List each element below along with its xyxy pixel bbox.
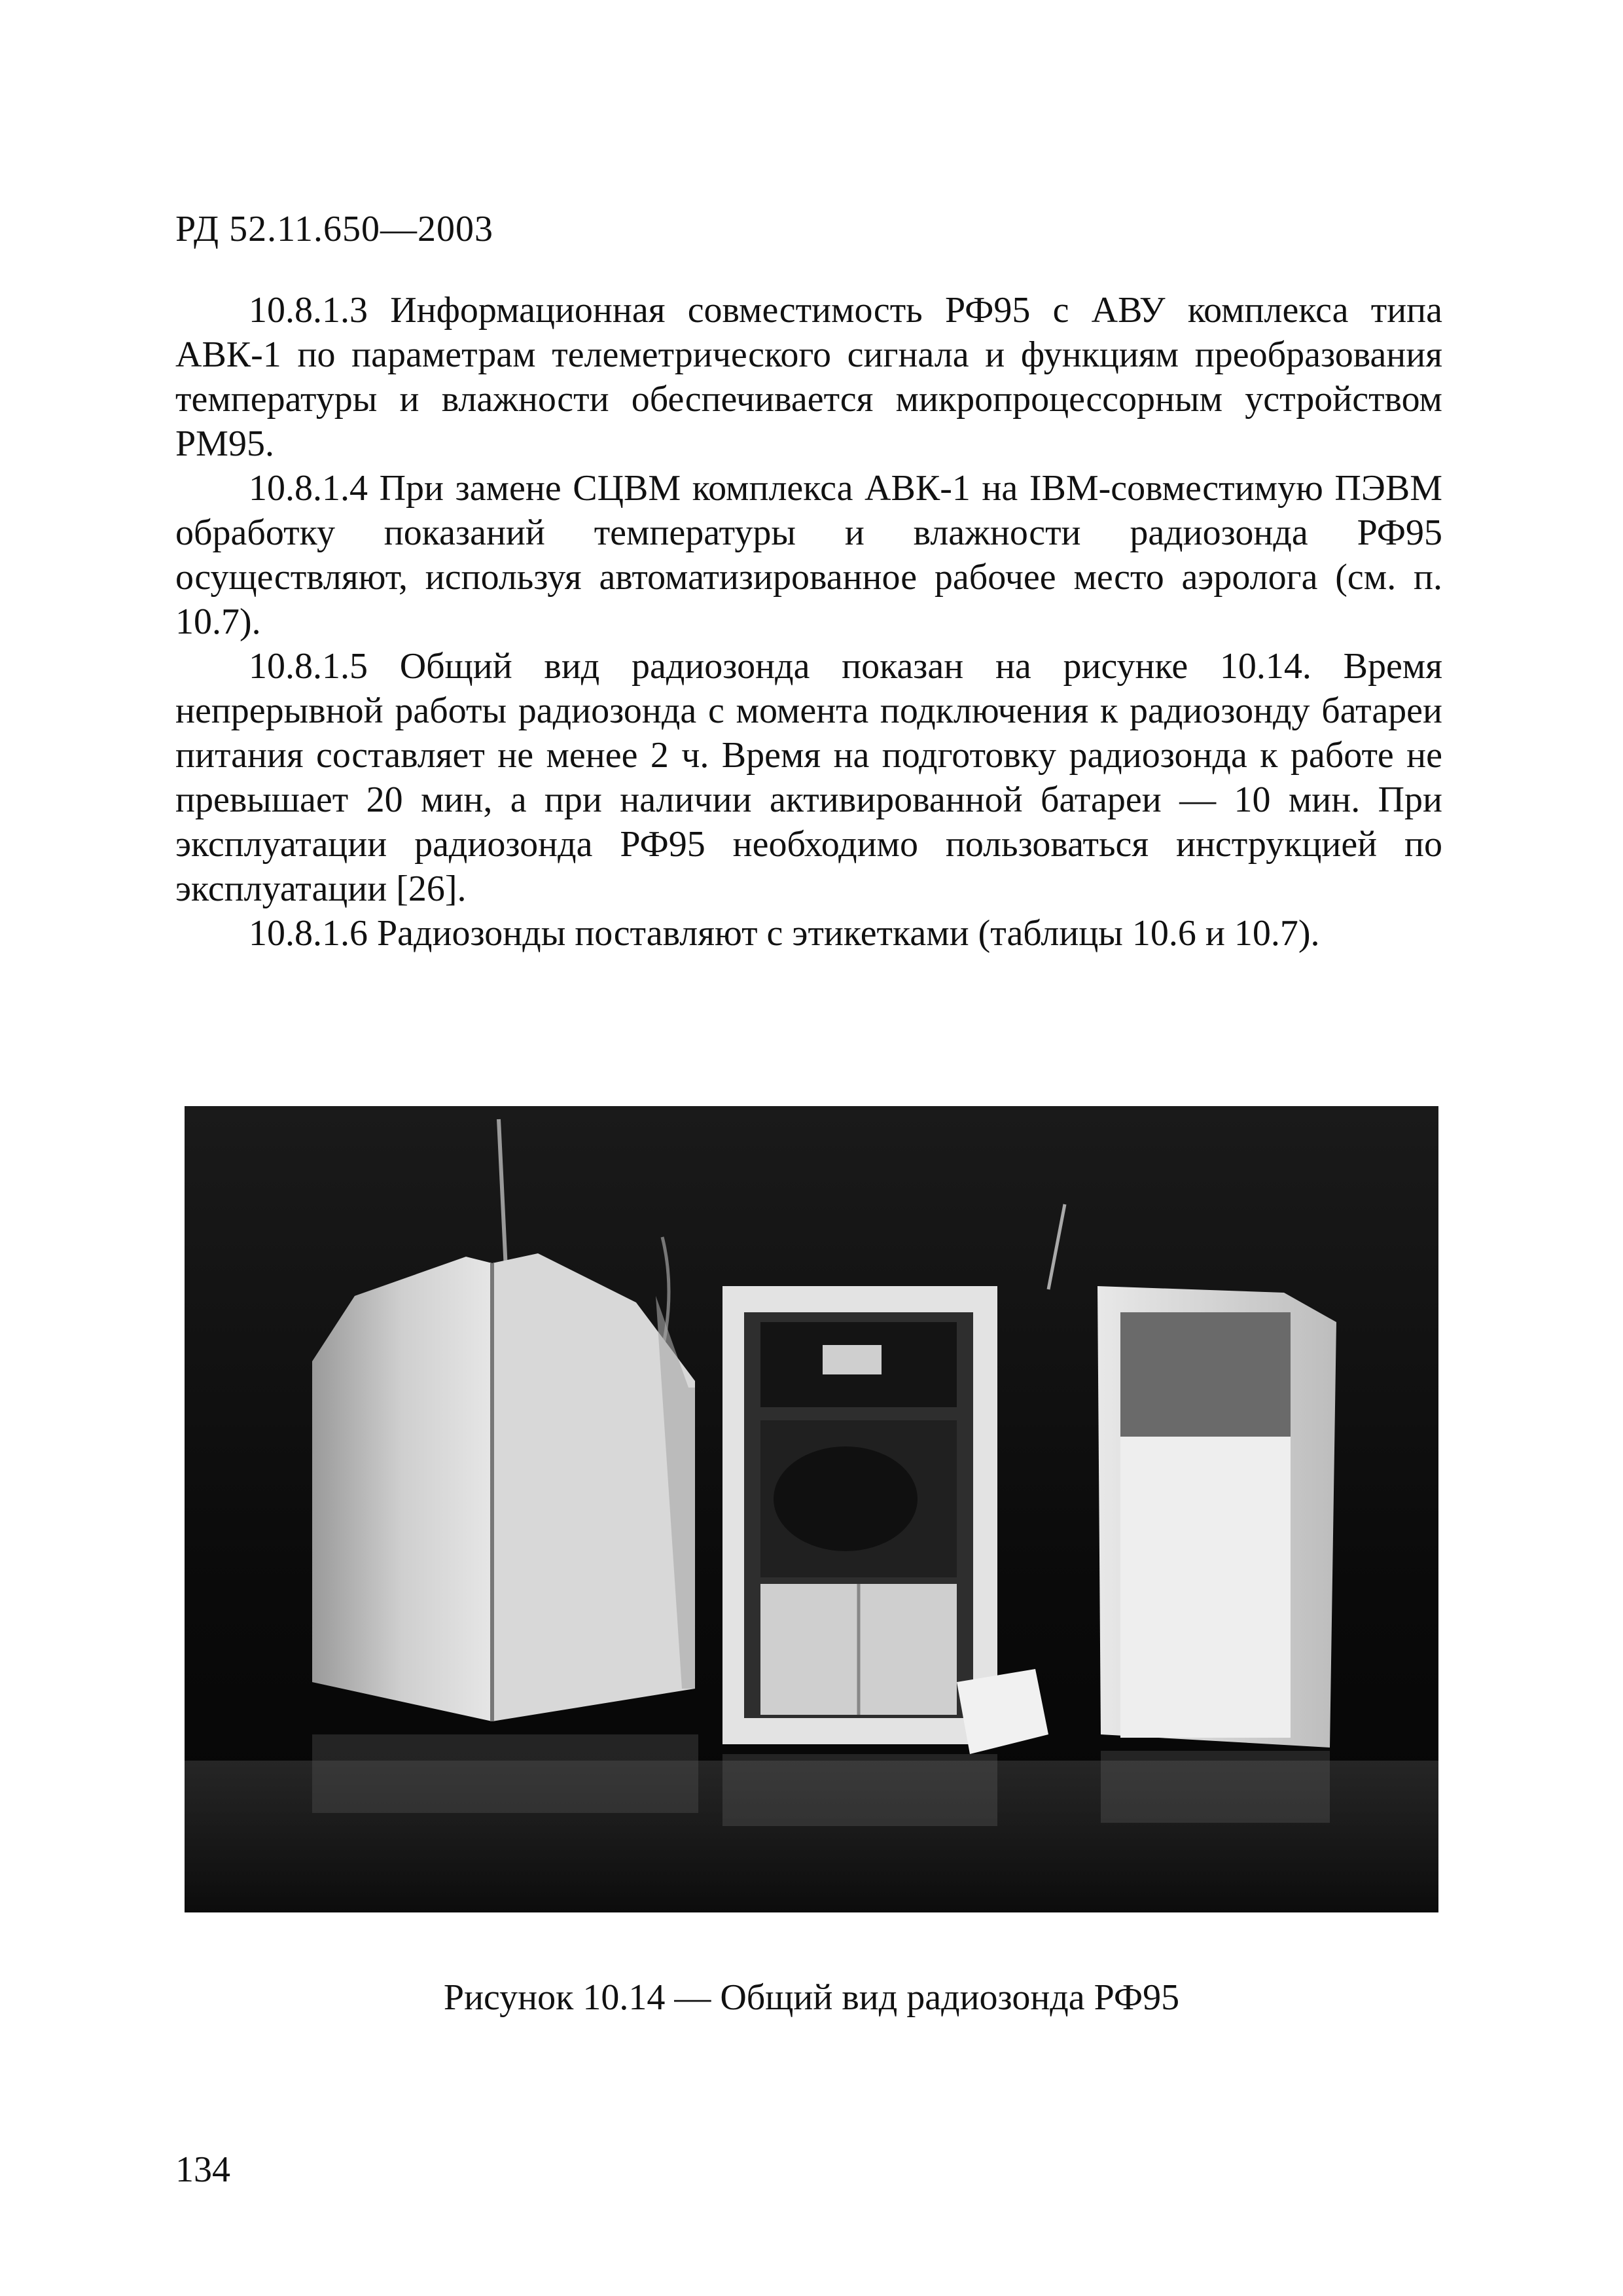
body-text	[175, 288, 1442, 956]
page-number: 134	[175, 2149, 230, 2190]
paragraph-10-8-1-6: 10.8.1.6 Радиозонды поставляют с этикетками (таблицы 10.6 и 10.7).	[249, 913, 1320, 954]
figure-caption: Рисунок 10.14 — Общий вид радиозонда РФ95	[443, 1977, 1180, 2018]
paragraph-10-8-1-3: 10.8.1.3 Информационная совместимость РФ95 с АВУ комплекса типа АВК-1 по параметрам телеметрического сигнала и функциям преобразования температуры и влажности обеспечивается микропроцессорным устройством РМ95.	[175, 290, 1442, 464]
paragraph-10-8-1-4: 10.8.1.4 При замене СЦВМ комплекса АВК-1 на IBM-совместимую ПЭВМ обработку показаний температуры и влажности радиозонда РФ95 осуществляют, используя автоматизированное рабочее место аэролога (см. п. 10.7).	[175, 468, 1442, 642]
running-header: РД 52.11.650—2003	[175, 209, 494, 249]
radiosonde-photo	[185, 1106, 1438, 1912]
paragraph-10-8-1-5: 10.8.1.5 Общий вид радиозонда показан на рисунке 10.14. Время непрерывной работы радиозонда с момента подключения к радиозонду батареи питания составляет не менее 2 ч. Время на подготовку радиозонда к работе не превышает 20 мин, а при наличии активированной батареи — 10 мин. При эксплуатации радиозонда РФ95 необходимо пользоваться инструкцией по эксплуатации [26].	[175, 646, 1442, 909]
radiosonde-photo-illustration	[185, 1106, 1438, 1912]
